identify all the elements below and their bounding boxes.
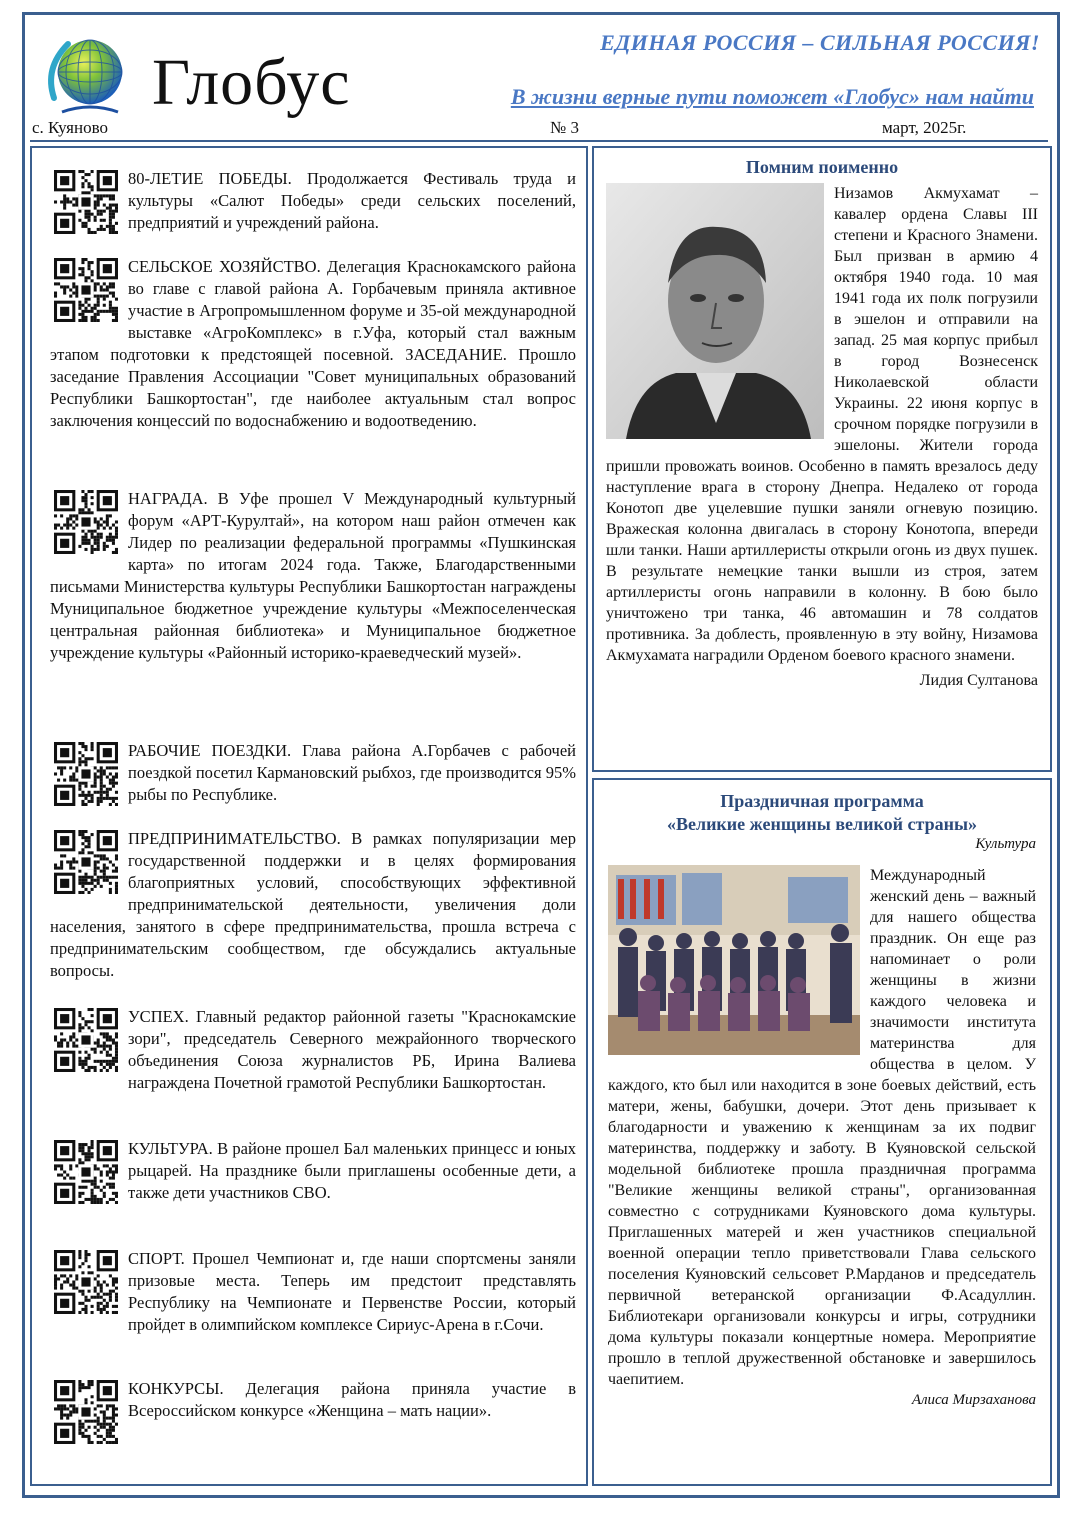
news-text: НАГРАДА. В Уфе прошел V Международный культурный форум «АРТ-Курултай», на котором наш район отмечен как Лидер по реализации федеральной программы «Пушкинская карта» по итогам 2024 года. Также, Благодарственными письмами Министерства культуры Республики Башкортостан награждены Муниципальное бюджетное учреждение культуры «Межпоселенческая центральная районная библиотека» и Муниципальное бюджетное учреждение культуры «Районный историко-краеведческий музей».	[50, 489, 576, 662]
news-item-agriculture	[50, 256, 576, 432]
news-text: СПОРТ. Прошел Чемпионат и, где наши спортсмены заняли призовые места. Теперь им предстоит представлять Республику на Чемпионате и Первенстве России, который пройдет в олимпийском комплексе Сириус-Арена в г.Сочи.	[128, 1249, 576, 1334]
memory-article-box	[592, 146, 1052, 772]
qr-code-icon	[54, 830, 118, 894]
village-name: с. Куяново	[32, 118, 109, 137]
newspaper-title: Глобус	[152, 46, 351, 119]
qr-code-icon	[54, 1250, 118, 1314]
header-rule	[30, 140, 1048, 142]
news-item-business	[50, 828, 576, 982]
slogan: ЕДИНАЯ РОССИЯ – СИЛЬНАЯ РОССИЯ!	[600, 30, 1040, 55]
news-text: СЕЛЬСКОЕ ХОЗЯЙСТВО. Делегация Краснокамского района во главе с главой района А. Горбачевым приняла активное участие в Агропромышленном форуме и 35-ой международной выставке «АгроКомплекс» в г.Уфа, который стал важным этапом подготовки к предстоящей посевной. ЗАСЕДАНИЕ. Прошло заседание Правления Ассоциации "Совет муниципальных образований Республики Башкортостан", где наиболее актуальным стал вопрос заключения концессий по водоснабжению и водоотведению.	[50, 257, 576, 430]
holiday-title-line2: «Великие женщины великой страны»	[666, 814, 978, 834]
holiday-text: Международный женский день – важный для нашего общества праздник. Он еще раз напоминает о роли женщины в жизни каждого человека и значимости института материнства для общества в целом. У каждого, кто был или находится в зоне боевых действий, есть матери, жены, бабушки, дочери. Этот день призывает к благодарности и уважению к женщинам за их подвиг материнства, поддержку и заботу. В Куяновской сельской модельной библиотеке прошла праздничная программа "Великие женщины великой страны", организованная совместно с сотрудниками Куяновского дома культуры. Приглашенных матерей и жен участников специальной военной операции тепло приветствовали Глава сельского поселения Куяновский сельсовет Р.Марданов и председатель первичной ветеранской организации Ф.Асадуллин. Библиотекари организовали конкурсы и игры, сотрудники дома культуры показали концертные номера. Мероприятие прошло в теплой дружественной обстановке и завершилось чаепитием.	[608, 867, 1036, 1388]
news-item-sport	[50, 1248, 576, 1336]
news-text: КУЛЬТУРА. В районе прошел Бал маленьких принцесс и юных рыцарей. На празднике были приглашены особенные дети, а также дети участников СВО.	[128, 1139, 576, 1202]
issue-date: март, 2025г.	[882, 118, 967, 137]
news-text: 80-ЛЕТИЕ ПОБЕДЫ. Продолжается Фестиваль труда и культуры «Салют Победы» среди сельских поселений, предприятий и учреждений района.	[128, 169, 576, 232]
news-item-contests	[50, 1378, 576, 1448]
qr-code-icon	[54, 742, 118, 806]
qr-code-icon	[54, 1140, 118, 1204]
group-photo	[608, 865, 860, 1061]
qr-code-icon	[54, 1008, 118, 1072]
issue-info-line	[32, 118, 1048, 140]
memory-title: Помним поименно	[745, 157, 899, 177]
holiday-body	[608, 865, 1036, 1390]
news-text: УСПЕХ. Главный редактор районной газеты "Краснокамские зори", председатель Северного межрайонного творческого объединения Союза журналистов РБ, Ирина Валиева награждена Почетной грамотой Республики Башкортостан.	[128, 1007, 576, 1092]
news-text: КОНКУРСЫ. Делегация района приняла участие в Всероссийском конкурсе «Женщина – мать нации».	[128, 1379, 576, 1420]
memory-text: Низамов Акмухамат – кавалер ордена Славы III степени и Красного Знамени. Был призван в армию 4 октября 1940 года. 10 мая 1941 года их полк погрузили в эшелон и отправили на запад. 25 мая корпус прибыл в город Вознесенск Николаевской области Украины. 22 июня корпус в срочном порядке погрузили в эшелоны. Жители города пришли провожать воинов. Особенно в память врезалось деду наступление врага в сторону Днепра. Недалеко от города Конотоп две уцелевшие пушки заняли огневую позицию. Вражеская колонна двигалась в сторону Конотопа, впереди шли танки. Наши артиллеристы открыли огонь из двух пушек. В результате немецкие танки вышли из строя, затем артиллеристы огонь направили в колонну. В бою было уничтожено три танка, 46 автомашин и 78 солдатов противника. За доблесть, проявленную в эту войну, Низамова Акмухамата наградили Орденом боевого красного знамени.	[606, 185, 1038, 664]
memory-body	[606, 183, 1038, 666]
news-text: ПРЕДПРИНИМАТЕЛЬСТВО. В рамках популяризации мер государственной поддержки и в целях формирования благоприятных условий, способствующих эффективной предпринимательской деятельности, увеличения доли населения, занятого в сфере предпринимательства, прошла встреча с предпринимательским сообществом, где обсуждались актуальные вопросы.	[50, 829, 576, 980]
qr-code-icon	[54, 1380, 118, 1444]
holiday-title-line1: Праздничная программа	[720, 791, 924, 811]
news-item-victory	[50, 168, 576, 238]
qr-code-icon	[54, 258, 118, 322]
globe-logo-icon	[40, 28, 130, 118]
qr-code-icon	[54, 490, 118, 554]
news-item-culture	[50, 1138, 576, 1208]
news-column	[30, 146, 588, 1486]
news-item-success	[50, 1006, 576, 1094]
holiday-author: Алиса Мирзаханова	[911, 1392, 1036, 1408]
holiday-rubric: Культура	[975, 836, 1036, 852]
news-item-trips	[50, 740, 576, 810]
memory-author: Лидия Султанова	[919, 672, 1038, 689]
qr-code-icon	[54, 170, 118, 234]
veteran-portrait	[606, 183, 824, 445]
holiday-article-box	[592, 778, 1052, 1486]
news-text: РАБОЧИЕ ПОЕЗДКИ. Глава района А.Горбачев с рабочей поездкой посетил Кармановский рыбхоз, где производится 95% рыбы по Республике.	[128, 741, 576, 804]
issue-number: № 3	[550, 118, 579, 137]
motto: В жизни верные пути поможет «Глобус» нам найти	[510, 84, 1034, 109]
news-item-award	[50, 488, 576, 664]
